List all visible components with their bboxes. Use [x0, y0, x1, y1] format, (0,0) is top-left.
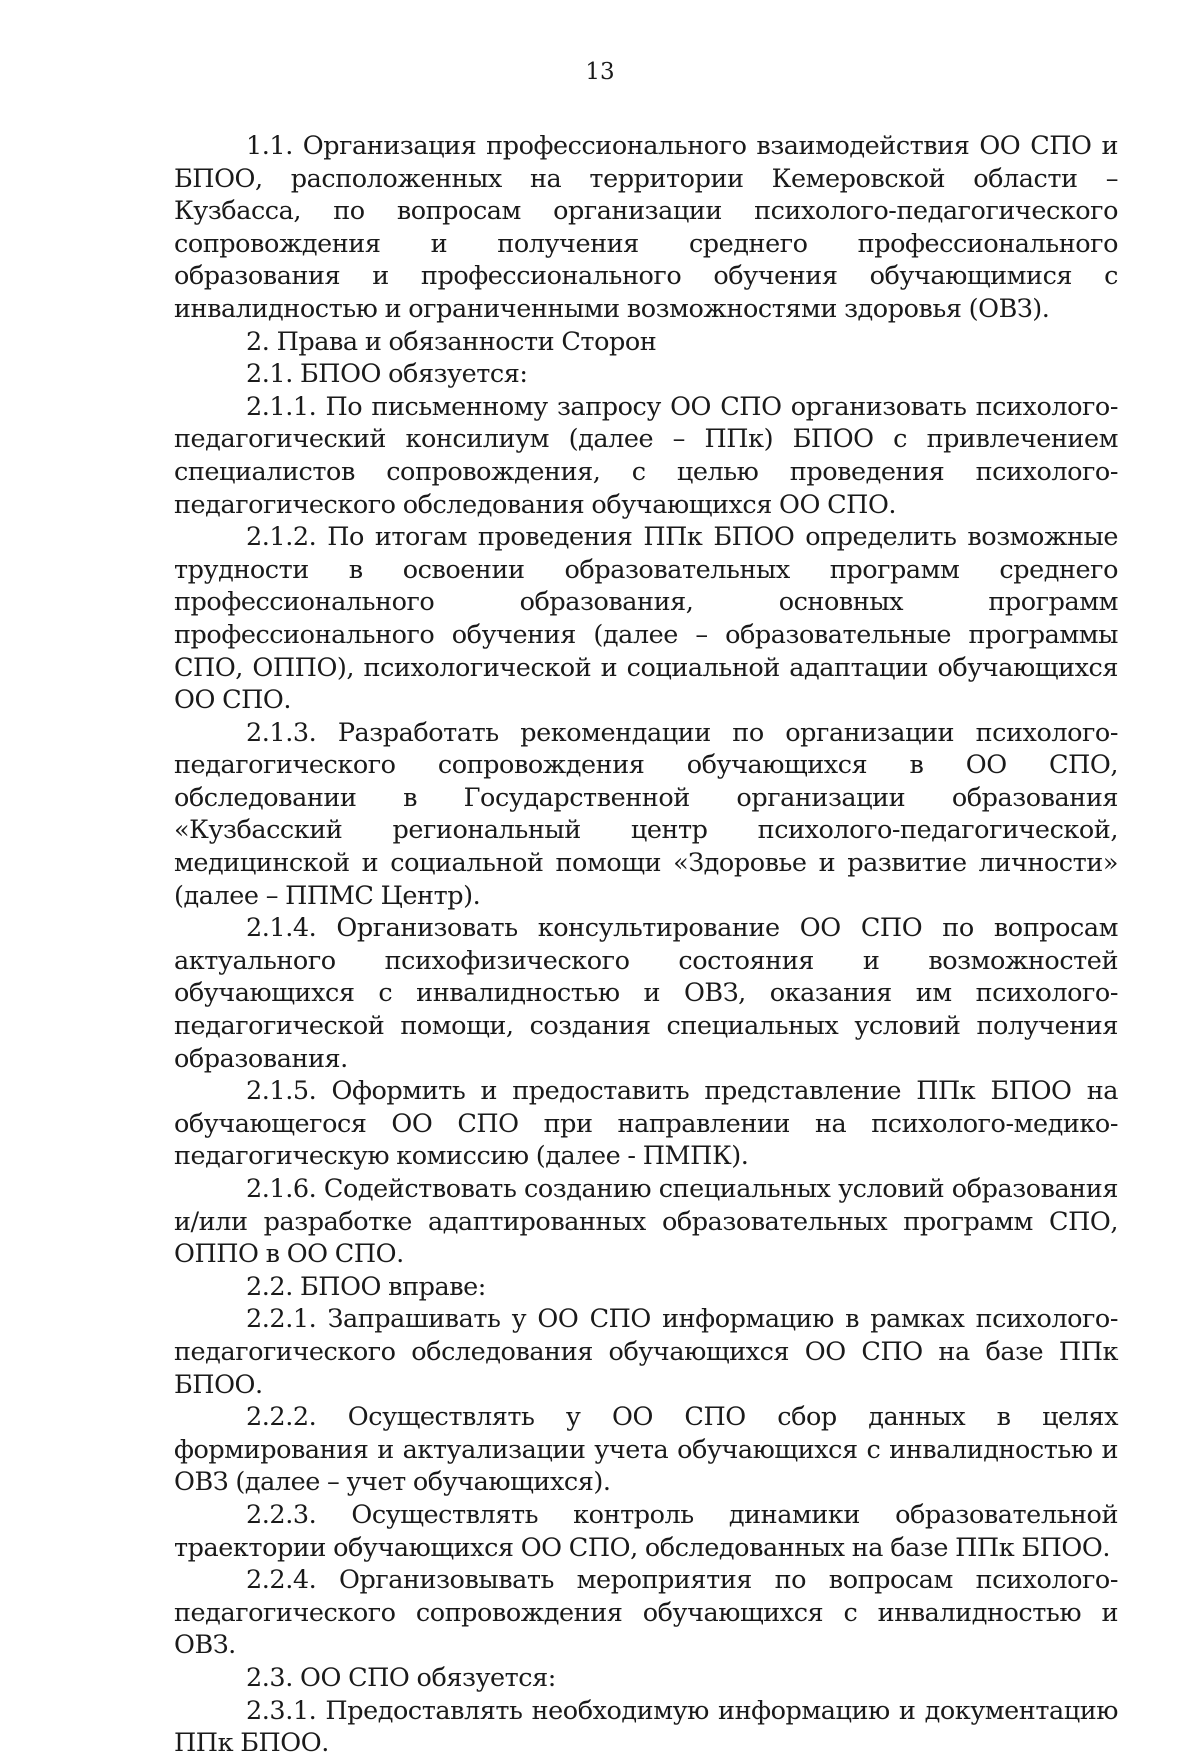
paragraph-1-1: 1.1. Организация профессионального взаимодействия ОО СПО и БПОО, расположенных на территории Кемеровской области – Кузбасса, по вопросам организации психолого-педагогического сопровождения и получения среднего профессионального образования и профессионального обучения обучающимися с инвалидностью и ограниченными возможностями здоровья (ОВЗ).	[174, 131, 1118, 324]
paragraph-2-1-6: 2.1.6. Содействовать созданию специальных условий образования и/или разработке адаптированных образовательных программ СПО, ОППО в ОО СПО.	[174, 1174, 1118, 1270]
paragraph-2-1-2: 2.1.2. По итогам проведения ППк БПОО определить возможные трудности в освоении образовательных программ среднего профессионального образования, основных программ профессионального обучения (далее – образовательные программы СПО, ОППО), психологической и социальной адаптации обучающихся ОО СПО.	[174, 522, 1118, 716]
paragraph-2-3-1: 2.3.1. Предоставлять необходимую информацию и документацию ППк БПОО.	[174, 1695, 1118, 1759]
page-number: 13	[585, 59, 615, 85]
paragraph-2-2: 2.2. БПОО вправе:	[246, 1271, 486, 1302]
paragraph-2-1-1: 2.1.1. По письменному запросу ОО СПО организовать психолого-педагогический консилиум (далее – ППк) БПОО с привлечением специалистов сопровождения, с целью проведения психолого-педагогического обследования обучающихся ОО СПО.	[174, 391, 1118, 520]
paragraph-2-2-3: 2.2.3. Осуществлять контроль динамики образовательной траектории обучающихся ОО СПО, обследованных на базе ППк БПОО.	[174, 1499, 1118, 1563]
paragraph-2-3: 2.3. ОО СПО обязуется:	[246, 1662, 556, 1693]
paragraph-2-2-2: 2.2.2. Осуществлять у ОО СПО сбор данных в целях формирования и актуализации учета обучающихся с инвалидностью и ОВЗ (далее – учет обучающихся).	[174, 1402, 1118, 1498]
paragraph-2-1-5: 2.1.5. Оформить и предоставить представление ППк БПОО на обучающегося ОО СПО при направлении на психолого-медико-педагогическую комиссию (далее - ПМПК).	[174, 1076, 1118, 1172]
paragraph-2-2-4: 2.2.4. Организовывать мероприятия по вопросам психолого-педагогического сопровождения обучающихся с инвалидностью и ОВЗ.	[174, 1565, 1118, 1661]
paragraph-2-2-1: 2.2.1. Запрашивать у ОО СПО информацию в рамках психолого-педагогического обследования обучающихся ОО СПО на базе ППк БПОО.	[174, 1304, 1118, 1400]
paragraph-2-1-3: 2.1.3. Разработать рекомендации по организации психолого-педагогического сопровождения обучающихся в ОО СПО, обследовании в Государственной организации образования «Кузбасский региональный центр психолого-педагогической, медицинской и социальной помощи «Здоровье и развитие личности» (далее – ППМС Центр).	[174, 717, 1118, 911]
document-body	[174, 130, 1118, 1760]
paragraph-2-1: 2.1. БПОО обязуется:	[246, 359, 528, 390]
section-heading-2: 2. Права и обязанности Сторон	[246, 326, 657, 357]
paragraph-2-1-4: 2.1.4. Организовать консультирование ОО СПО по вопросам актуального психофизического состояния и возможностей обучающихся с инвалидностью и ОВЗ, оказания им психолого-педагогической помощи, создания специальных условий получения образования.	[174, 913, 1118, 1074]
